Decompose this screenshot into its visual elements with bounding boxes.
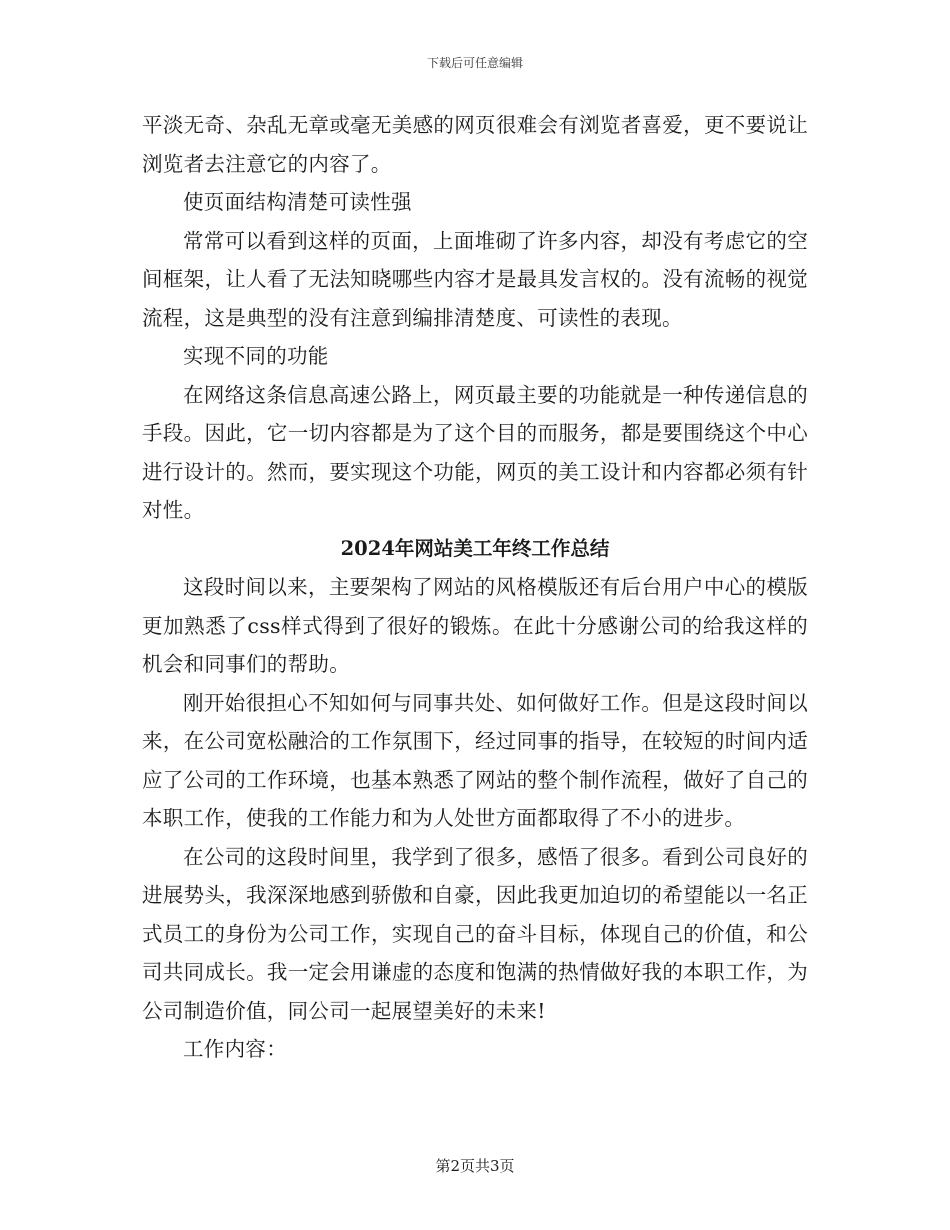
subheading: 使页面结构清楚可读性强 <box>183 190 412 214</box>
paragraph: 平淡无奇、杂乱无章或毫无美感的网页很难会有浏览者喜爱，更不要说让浏览者去注意它的内容了。 <box>142 113 808 176</box>
document-body <box>142 106 808 1069</box>
paragraph: 这段时间以来，主要架构了网站的风格模版还有后台用户中心的模版更加熟悉了css样式得到了很好的锻炼。在此十分感谢公司的给我这样的机会和同事们的帮助。 <box>142 575 808 676</box>
paragraph: 常常可以看到这样的页面，上面堆砌了许多内容，却没有考虑它的空间框架，让人看了无法知晓哪些内容才是最具发言权的。没有流畅的视觉流程，这是典型的没有注意到编排清楚度、可读性的表现。 <box>142 228 808 330</box>
section-title: 2024年网站美工年终工作总结 <box>340 536 610 560</box>
page-header: 下载后可任意编辑 <box>426 56 523 70</box>
paragraph: 在网络这条信息高速公路上，网页最主要的功能就是一种传递信息的手段。因此，它一切内容都是为了这个目的而服务，都是要围绕这个中心进行设计的。然而，要实现这个功能，网页的美工设计和内容都必须有针对性。 <box>142 382 808 522</box>
paragraph: 工作内容： <box>183 1037 287 1061</box>
page-footer: 第2页共3页 <box>435 1157 515 1175</box>
paragraph: 刚开始很担心不知如何与同事共处、如何做好工作。但是这段时间以来，在公司宽松融洽的工作氛围下，经过同事的指导，在较短的时间内适应了公司的工作环境，也基本熟悉了网站的整个制作流程，做好了自己的本职工作，使我的工作能力和为人处世方面都取得了不小的进步。 <box>142 690 808 830</box>
subheading: 实现不同的功能 <box>183 344 329 368</box>
paragraph: 在公司的这段时间里，我学到了很多，感悟了很多。看到公司良好的进展势头，我深深地感到骄傲和自豪，因此我更加迫切的希望能以一名正式员工的身份为公司工作，实现自己的奋斗目标，体现自己的价值，和公司共同成长。我一定会用谦虚的态度和饱满的热情做好我的本职工作，为公司制造价值，同公司一起展望美好的未来! <box>142 844 808 1023</box>
